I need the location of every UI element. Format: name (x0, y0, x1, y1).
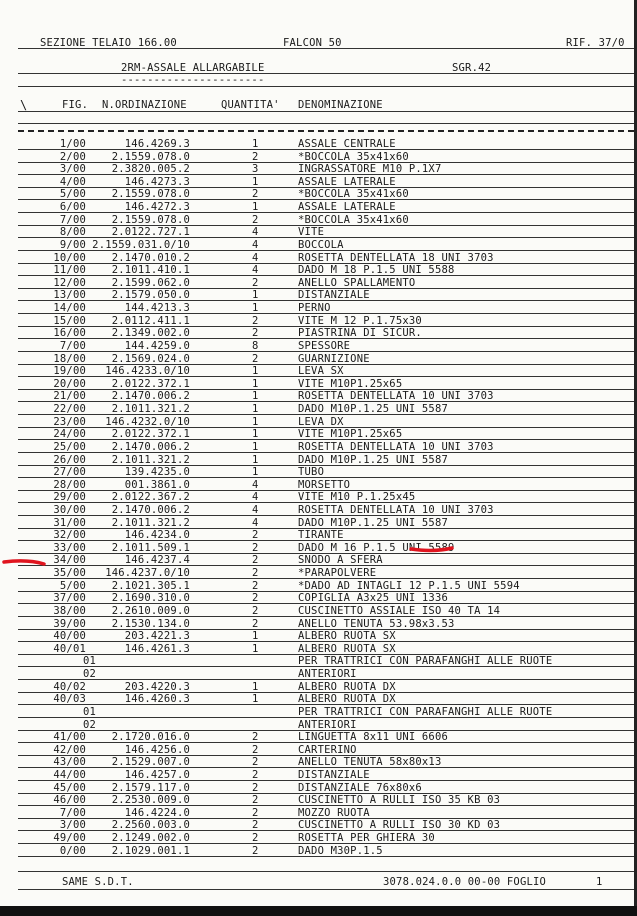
row-fig: 34/00 (53, 554, 86, 567)
row-description: MOZZO RUOTA (298, 806, 370, 819)
row-quantity: 2 (252, 756, 259, 769)
footer-company: SAME S.D.T. (62, 876, 134, 888)
row-description: *DADO AD INTAGLI 12 P.1.5 UNI 5594 (298, 579, 520, 592)
row-order-number: 146.4233.0/10 (105, 365, 190, 378)
row-quantity: 4 (252, 264, 259, 277)
row-quantity: 2 (252, 832, 259, 845)
row-quantity: 2 (252, 579, 259, 592)
row-quantity: 2 (252, 769, 259, 781)
scan-bottom-shadow (0, 906, 637, 916)
row-order-number: 2.1011.410.1 (111, 264, 190, 277)
row-quantity: 1 (252, 377, 259, 390)
row-fig: 49/00 (53, 832, 86, 845)
row-description: GUARNIZIONE (298, 352, 370, 365)
row-description: VITE M 12 P.1.75x30 (298, 314, 422, 327)
row-fig: 18/00 (53, 352, 86, 365)
row-description: SPESSORE (298, 339, 351, 352)
row-quantity: 2 (252, 150, 259, 163)
footer-page-number: 1 (596, 876, 603, 888)
row-order-number: 2.1559.078.0 (111, 213, 190, 226)
row-description: ALBERO RUOTA SX (298, 630, 396, 643)
row-order-number: 2.1559.078.0 (111, 188, 190, 201)
row-description: SNODO A SFERA (298, 554, 383, 567)
row-quantity: 2 (252, 592, 259, 605)
row-order-number: 139.4235.0 (124, 466, 190, 479)
row-order-number: 2.0122.727.1 (111, 226, 190, 239)
row-order-number: 203.4221.3 (124, 630, 190, 643)
row-fig: 40/00 (53, 630, 86, 643)
row-fig: 42/00 (53, 743, 86, 756)
row-fig: 16/00 (53, 327, 86, 340)
row-order-number: 2.2560.003.0 (111, 819, 190, 832)
row-fig: 19/00 (53, 365, 86, 378)
model-name: FALCON 50 (283, 37, 342, 49)
row-order-number: 2.1569.024.0 (111, 352, 190, 365)
row-fig: 33/00 (53, 541, 86, 554)
row-description: LEVA DX (298, 415, 344, 428)
row-description: DADO M10P.1.25 UNI 5587 (298, 453, 448, 466)
row-description: CUSCINETTO A RULLI ISO 30 KD 03 (298, 819, 501, 832)
row-quantity: 2 (252, 844, 259, 857)
row-fig: 4/00 (59, 175, 86, 188)
row-fig: 38/00 (53, 604, 86, 617)
row-fig: 37/00 (53, 592, 86, 605)
blank-rule (18, 123, 634, 124)
row-quantity: 2 (252, 781, 259, 794)
group-title: 2RM-ASSALE ALLARGABILE (121, 62, 265, 74)
row-order-number: 203.4220.3 (124, 680, 190, 693)
row-fig: 3/00 (59, 163, 86, 176)
row-description: DADO M 16 P.1.5 UNI 5589 (298, 541, 455, 554)
row-description: ANELLO TENUTA 53.98x3.53 (298, 617, 455, 630)
row-fig: 14/00 (53, 302, 86, 315)
row-quantity: 1 (252, 415, 259, 428)
row-fig: 35/00 (53, 567, 86, 580)
row-description: CUSCINETTO A RULLI ISO 35 KB 03 (298, 794, 501, 807)
row-description: *BOCCOLA 35x41x60 (298, 150, 409, 163)
row-description: VITE M10P1.25x65 (298, 428, 403, 441)
row-description: PER TRATTRICI CON PARAFANGHI ALLE RUOTE (298, 705, 553, 718)
row-quantity: 2 (252, 819, 259, 832)
corner-mark: \ (20, 98, 28, 112)
row-quantity: 4 (252, 238, 259, 251)
row-description: TUBO (298, 466, 325, 479)
row-quantity: 2 (252, 213, 259, 226)
row-order-number: 2.3820.005.2 (111, 163, 190, 176)
row-order-number: 2.1249.002.0 (111, 832, 190, 845)
row-quantity: 2 (252, 794, 259, 807)
row-order-number: 2.1690.310.0 (111, 592, 190, 605)
row-description: *BOCCOLA 35x41x60 (298, 213, 409, 226)
column-order-number: N.ORDINAZIONE (102, 99, 187, 111)
row-quantity: 1 (252, 642, 259, 655)
row-quantity: 1 (252, 365, 259, 378)
row-order-number: 146.4232.0/10 (105, 415, 190, 428)
column-description: DENOMINAZIONE (298, 99, 383, 111)
row-description: PER TRATTRICI CON PARAFANGHI ALLE RUOTE (298, 655, 553, 668)
row-order-number: 146.4234.0 (124, 529, 190, 542)
row-rule (18, 856, 634, 857)
row-order-number: 2.1529.007.0 (111, 756, 190, 769)
row-quantity: 1 (252, 680, 259, 693)
row-quantity: 1 (252, 453, 259, 466)
row-description: PERNO (298, 302, 331, 315)
row-fig: 2/00 (59, 150, 86, 163)
row-quantity: 2 (252, 617, 259, 630)
row-order-number: 2.1029.001.1 (111, 844, 190, 857)
row-note-index: 01 (83, 655, 97, 668)
group-rule (18, 73, 634, 74)
row-description: ROSETTA DENTELLATA 10 UNI 3703 (298, 390, 494, 403)
row-fig: 21/00 (53, 390, 86, 403)
row-fig: 41/00 (53, 731, 86, 744)
row-quantity: 1 (252, 289, 259, 302)
row-description: LINGUETTA 8x11 UNI 6606 (298, 731, 448, 744)
row-order-number: 146.4272.3 (124, 201, 190, 214)
row-order-number: 2.1021.305.1 (111, 579, 190, 592)
row-description: DISTANZIALE 76x80x6 (298, 781, 422, 794)
row-quantity: 1 (252, 440, 259, 453)
row-description: CUSCINETTO ASSIALE ISO 40 TA 14 (298, 604, 501, 617)
row-quantity: 2 (252, 327, 259, 340)
row-description: LEVA SX (298, 365, 344, 378)
row-fig: 30/00 (53, 503, 86, 516)
row-description: ASSALE LATERALE (298, 201, 396, 214)
row-fig: 5/00 (59, 579, 86, 592)
row-order-number: 2.1579.050.0 (111, 289, 190, 302)
row-fig: 12/00 (53, 276, 86, 289)
row-fig: 46/00 (53, 794, 86, 807)
row-description: ANELLO TENUTA 58x80x13 (298, 756, 442, 769)
row-description: CARTERINO (298, 743, 357, 756)
row-fig: 10/00 (53, 251, 86, 264)
row-quantity: 4 (252, 491, 259, 504)
row-note-index: 02 (83, 718, 97, 731)
row-quantity: 2 (252, 743, 259, 756)
row-description: *BOCCOLA 35x41x60 (298, 188, 409, 201)
row-description: ROSETTA DENTELLATA 10 UNI 3703 (298, 503, 494, 516)
row-description: DADO M30P.1.5 (298, 844, 383, 857)
row-quantity: 2 (252, 554, 259, 567)
row-fig: 29/00 (53, 491, 86, 504)
row-description: *PARAPOLVERE (298, 567, 377, 580)
row-order-number: 2.1470.006.2 (111, 390, 190, 403)
row-order-number: 146.4260.3 (124, 693, 190, 706)
row-note-index: 02 (83, 668, 97, 681)
row-order-number: 2.1011.321.2 (111, 403, 190, 416)
row-quantity: 1 (252, 428, 259, 441)
row-quantity: 4 (252, 226, 259, 239)
row-order-number: 2.1599.062.0 (111, 276, 190, 289)
row-order-number: 2.1720.016.0 (111, 731, 190, 744)
row-fig: 1/00 (59, 138, 86, 150)
row-order-number: 2.1579.117.0 (111, 781, 190, 794)
row-fig: 7/00 (59, 806, 86, 819)
row-order-number: 146.4256.0 (124, 743, 190, 756)
row-order-number: 2.1011.509.1 (111, 541, 190, 554)
row-fig: 39/00 (53, 617, 86, 630)
row-quantity: 2 (252, 567, 259, 580)
row-order-number: 2.0122.367.2 (111, 491, 190, 504)
row-description: TIRANTE (298, 529, 344, 542)
row-fig: 9/00 (59, 238, 86, 251)
row-description: ALBERO RUOTA SX (298, 642, 396, 655)
row-description: VITE (298, 226, 325, 239)
row-fig: 45/00 (53, 781, 86, 794)
row-fig: 31/00 (53, 516, 86, 529)
row-fig: 3/00 (59, 819, 86, 832)
row-fig: 40/02 (53, 680, 86, 693)
row-quantity: 1 (252, 201, 259, 214)
row-quantity: 2 (252, 604, 259, 617)
row-order-number: 2.1470.010.2 (111, 251, 190, 264)
row-fig: 20/00 (53, 377, 86, 390)
row-fig: 8/00 (59, 226, 86, 239)
column-quantity: QUANTITA' (221, 99, 280, 111)
row-fig: 7/00 (59, 213, 86, 226)
row-quantity: 2 (252, 541, 259, 554)
row-order-number: 2.0122.372.1 (111, 377, 190, 390)
row-order-number: 2.2530.009.0 (111, 794, 190, 807)
row-order-number: 2.2610.009.0 (111, 604, 190, 617)
row-order-number: 2.0112.411.1 (111, 314, 190, 327)
row-description: VITE M10P1.25x65 (298, 377, 403, 390)
row-order-number: 2.1559.078.0 (111, 150, 190, 163)
footer-document-code: 3078.024.0.0 00-00 FOGLIO (383, 876, 547, 888)
row-description: ANELLO SPALLAMENTO (298, 276, 416, 289)
table-header-divider (18, 130, 634, 132)
row-fig: 7/00 (59, 339, 86, 352)
row-note-index: 01 (83, 705, 97, 718)
row-fig: 23/00 (53, 415, 86, 428)
row-quantity: 2 (252, 276, 259, 289)
row-fig: 22/00 (53, 403, 86, 416)
row-quantity: 2 (252, 314, 259, 327)
row-order-number: 2.1530.134.0 (111, 617, 190, 630)
row-quantity: 1 (252, 390, 259, 403)
row-order-number: 2.1011.321.2 (111, 516, 190, 529)
row-quantity: 4 (252, 516, 259, 529)
row-description: ROSETTA DENTELLATA 10 UNI 3703 (298, 440, 494, 453)
row-order-number: 146.4257.0 (124, 769, 190, 781)
row-quantity: 1 (252, 302, 259, 315)
row-description: COPIGLIA A3x25 UNI 1336 (298, 592, 448, 605)
row-description: ASSALE CENTRALE (298, 138, 396, 150)
row-order-number: 146.4237.4 (124, 554, 190, 567)
row-description: DADO M10P.1.25 UNI 5587 (298, 516, 448, 529)
row-order-number: 146.4261.3 (124, 642, 190, 655)
row-order-number: 001.3861.0 (124, 478, 190, 491)
row-order-number: 2.1349.002.0 (111, 327, 190, 340)
row-order-number: 2.1470.006.2 (111, 503, 190, 516)
row-description: ROSETTA PER GHIERA 30 (298, 832, 435, 845)
row-quantity: 1 (252, 175, 259, 188)
row-fig: 27/00 (53, 466, 86, 479)
row-fig: 40/03 (53, 693, 86, 706)
row-description: MORSETTO (298, 478, 351, 491)
row-quantity: 3 (252, 163, 259, 176)
row-order-number: 144.4213.3 (124, 302, 190, 315)
row-order-number: 2.1559.031.0/10 (92, 238, 190, 251)
row-order-number: 146.4273.3 (124, 175, 190, 188)
row-fig: 44/00 (53, 769, 86, 781)
row-description: BOCCOLA (298, 238, 344, 251)
row-order-number: 2.1011.321.2 (111, 453, 190, 466)
row-fig: 6/00 (59, 201, 86, 214)
row-description: ANTERIORI (298, 718, 357, 731)
row-quantity: 8 (252, 339, 259, 352)
row-order-number: 144.4259.0 (124, 339, 190, 352)
row-quantity: 4 (252, 251, 259, 264)
footer-top-rule (18, 871, 634, 872)
row-fig: 32/00 (53, 529, 86, 542)
row-description: ANTERIORI (298, 668, 357, 681)
row-description: ALBERO RUOTA DX (298, 693, 396, 706)
column-fig: FIG. (62, 99, 89, 111)
row-quantity: 1 (252, 466, 259, 479)
row-quantity: 2 (252, 806, 259, 819)
row-quantity: 1 (252, 630, 259, 643)
group-title-underline: ---------------------- (121, 74, 265, 86)
row-description: DADO M10P.1.25 UNI 5587 (298, 403, 448, 416)
row-description: ALBERO RUOTA DX (298, 680, 396, 693)
row-description: DADO M 18 P.1.5 UNI 5588 (298, 264, 455, 277)
row-description: INGRASSATORE M10 P.1X7 (298, 163, 442, 176)
row-quantity: 2 (252, 529, 259, 542)
row-fig: 25/00 (53, 440, 86, 453)
row-fig: 28/00 (53, 478, 86, 491)
section-title: SEZIONE TELAIO 166.00 (40, 37, 177, 49)
footer-bottom-rule (18, 889, 634, 890)
row-description: PIASTRINA DI SICUR. (298, 327, 422, 340)
row-fig: 40/01 (53, 642, 86, 655)
row-quantity: 1 (252, 403, 259, 416)
row-fig: 43/00 (53, 756, 86, 769)
row-description: DISTANZIALE (298, 769, 370, 781)
red-annotation-marks (0, 540, 470, 580)
row-description: ROSETTA DENTELLATA 18 UNI 3703 (298, 251, 494, 264)
reference-number: RIF. 37/0 (566, 37, 625, 49)
row-fig: 5/00 (59, 188, 86, 201)
row-description: ASSALE LATERALE (298, 175, 396, 188)
row-fig: 13/00 (53, 289, 86, 302)
row-quantity: 1 (252, 693, 259, 706)
row-quantity: 4 (252, 478, 259, 491)
row-order-number: 2.0122.372.1 (111, 428, 190, 441)
row-order-number: 2.1470.006.2 (111, 440, 190, 453)
row-quantity: 2 (252, 731, 259, 744)
spacer-rule (18, 86, 634, 87)
group-code: SGR.42 (452, 62, 492, 74)
row-order-number: 146.4224.0 (124, 806, 190, 819)
row-quantity: 1 (252, 138, 259, 150)
row-fig: 11/00 (53, 264, 86, 277)
row-order-number: 146.4269.3 (124, 138, 190, 150)
columns-rule (18, 111, 634, 112)
row-order-number: 146.4237.0/10 (105, 567, 190, 580)
row-quantity: 2 (252, 352, 259, 365)
row-fig: 26/00 (53, 453, 86, 466)
row-fig: 24/00 (53, 428, 86, 441)
row-quantity: 4 (252, 503, 259, 516)
row-description: VITE M10 P.1.25x45 (298, 491, 416, 504)
row-fig: 15/00 (53, 314, 86, 327)
row-description: DISTANZIALE (298, 289, 370, 302)
row-fig: 0/00 (59, 844, 86, 857)
row-quantity: 2 (252, 188, 259, 201)
